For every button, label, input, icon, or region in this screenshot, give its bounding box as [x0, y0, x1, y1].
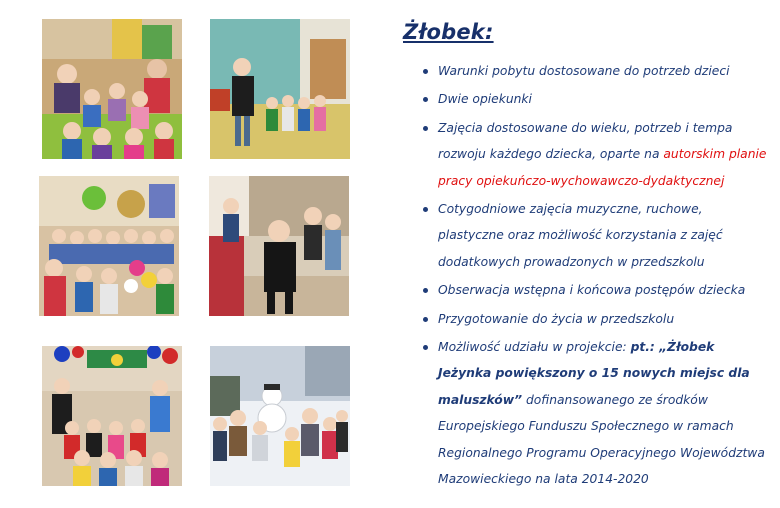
- photo-group-balloons: [39, 176, 179, 316]
- bullet-icon: [423, 288, 428, 293]
- list-item-text-after: dofinansowanego ze środków Europejskiego Funduszu Społecznego w ramach Regionalnego Programu Operacyjnego Województwa Mazowieckiego na lata 2014-2020: [438, 392, 765, 487]
- children-circle-icon: [42, 19, 182, 159]
- list-item-text: Obserwacja wstępna i końcowa postępów dziecka: [438, 283, 746, 298]
- project-title: pt.: „Żłobek Jeżynka powiększony o 15 nowych miejsc dla maluszków”: [438, 340, 750, 407]
- list-item: [400, 58, 770, 84]
- list-item-text: Zajęcia dostosowane do wieku, potrzeb i tempa rozwoju każdego dziecka, oparte na: [438, 120, 733, 162]
- photo-children-circle: [42, 19, 182, 159]
- bullet-icon: [423, 97, 428, 102]
- list-item: [400, 306, 770, 332]
- list-item-text: Cotygodniowe zajęcia muzyczne, ruchowe, plastyczne oraz możliwość korzystania z zajęć dodatkowych prowadzonych w przedszkolu: [438, 202, 723, 269]
- photo-children-walking: [210, 19, 350, 159]
- list-item: [400, 196, 770, 275]
- bullet-icon: [423, 317, 428, 322]
- info-panel: [400, 20, 770, 495]
- children-walking-icon: [210, 19, 350, 159]
- photo-costume-party: [42, 346, 182, 486]
- bullet-icon: [423, 126, 428, 131]
- photo-snowman-winter: [210, 346, 350, 486]
- list-item-highlight: autorskim planie pracy opiekuńczo-wychowawczo-dydaktycznej: [438, 147, 767, 188]
- list-item: [400, 115, 770, 194]
- children-dancing-icon: [209, 176, 349, 316]
- bullet-icon: [423, 207, 428, 212]
- list-item: [400, 277, 770, 303]
- list-item: [400, 86, 770, 112]
- page-title: Żłobek:: [403, 20, 494, 44]
- snowman-winter-icon: [210, 346, 350, 486]
- list-item-text: Warunki pobytu dostosowane do potrzeb dzieci: [438, 64, 730, 78]
- list-item-text: Dwie opiekunki: [438, 92, 532, 107]
- bullet-icon: [423, 69, 428, 74]
- photo-children-dancing: [209, 176, 349, 316]
- list-item-text: Możliwość udziału w projekcie:: [438, 340, 631, 355]
- list-item-text: Przygotowanie do życia w przedszkolu: [438, 311, 675, 326]
- costume-party-icon: [42, 346, 182, 486]
- group-balloons-icon: [39, 176, 179, 316]
- list-item: [400, 334, 770, 492]
- feature-list: [400, 58, 770, 493]
- bullet-icon: [423, 345, 428, 350]
